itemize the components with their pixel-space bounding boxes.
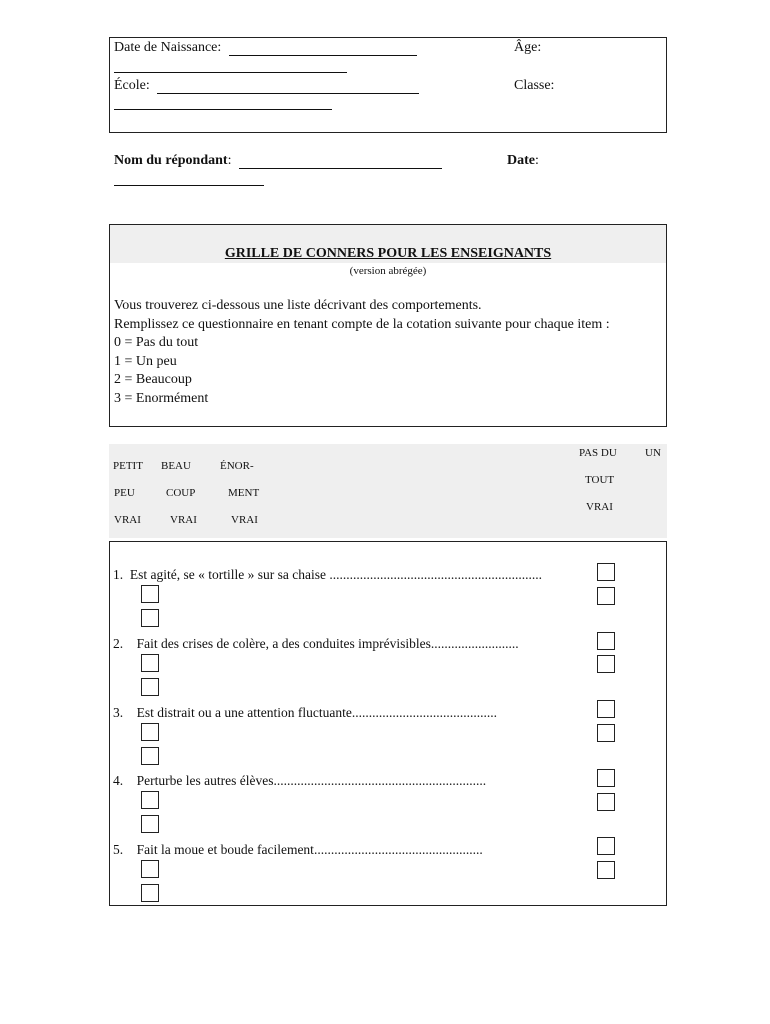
item-1-checkbox-3[interactable] [141,585,159,603]
header-petit-peu-1: PETIT [113,460,143,472]
header-beaucoup-3: VRAI [170,514,197,526]
header-enormement-3: VRAI [231,514,258,526]
item-2-checkbox-4[interactable] [141,678,159,696]
instructions-line-2: Remplissez ce questionnaire en tenant compte de la cotation suivante pour chaque item : [114,317,610,332]
item-5-checkbox-3[interactable] [141,860,159,878]
item-3-checkbox-2[interactable] [597,724,615,742]
scale-item-0: 0 = Pas du tout [114,335,199,350]
header-petit-peu-3: VRAI [114,514,141,526]
school-field[interactable] [157,81,419,94]
form-subtitle: (version abrégée) [349,265,427,277]
header-beaucoup-2: COUP [166,487,196,499]
birth-date-field[interactable] [229,43,417,56]
item-1 [113,567,542,583]
item-2-text: Fait des crises de colère, a des conduites imprévisibles.......................... [136,636,519,651]
item-3-checkbox-1[interactable] [597,700,615,718]
item-1-number: 1. [113,567,124,582]
item-2-checkbox-3[interactable] [141,654,159,672]
header-enormement-2: MENT [228,487,260,499]
item-3-text: Est distrait ou a une attention fluctuante........................................... [136,705,497,720]
item-5-checkbox-1[interactable] [597,837,615,855]
item-4-checkbox-1[interactable] [597,769,615,787]
birth-date-label: Date de Naissance: [114,40,222,55]
respondent-name-field[interactable] [239,156,442,169]
item-5 [113,842,483,858]
item-5-number: 5. [113,842,124,857]
item-4-checkbox-3[interactable] [141,791,159,809]
item-4-number: 4. [113,773,124,788]
instructions-line-1: Vous trouverez ci-dessous une liste décrivant des comportements. [114,298,482,313]
header-petit-peu-2: PEU [114,487,135,499]
item-4-checkbox-4[interactable] [141,815,159,833]
header-un: UN [645,447,661,459]
header-pas-du-tout-2: TOUT [585,474,615,486]
item-1-checkbox-4[interactable] [141,609,159,627]
class-label: Classe: [514,78,555,93]
respondent-name-label: Nom du répondant [114,153,228,168]
school-row [114,78,419,94]
item-4 [113,773,486,789]
header-enormement-1: ÉNOR- [220,460,254,472]
respondent-name-field-continued[interactable] [114,185,264,186]
item-1-text: Est agité, se « tortille » sur sa chaise ............................................................... [129,567,542,582]
item-2-number: 2. [113,636,124,651]
age-label: Âge: [514,40,542,55]
item-1-checkbox-1[interactable] [597,563,615,581]
form-title: GRILLE DE CONNERS POUR LES ENSEIGNANTS [224,246,552,261]
birth-date-field-continued[interactable] [114,72,347,73]
birth-date-row [114,40,417,56]
scale-item-3: 3 = Enormément [114,391,209,406]
item-4-text: Perturbe les autres élèves............................................................... [136,773,487,788]
item-3 [113,705,497,721]
respondent-date-label: Date [507,153,535,168]
respondent-row: Nom du répondant: [114,153,442,169]
scale-item-2: 2 = Beaucoup [114,372,192,387]
item-3-number: 3. [113,705,124,720]
header-pas-du-tout-3: VRAI [586,501,613,513]
item-5-checkbox-2[interactable] [597,861,615,879]
header-pas-du-tout-1: PAS DU [579,447,617,459]
respondent-date-row: Date: [507,153,539,168]
item-4-checkbox-2[interactable] [597,793,615,811]
item-5-text: Fait la moue et boude facilement.................................................. [136,842,483,857]
school-field-continued[interactable] [114,109,332,110]
item-3-checkbox-3[interactable] [141,723,159,741]
scale-item-1: 1 = Un peu [114,354,177,369]
header-beaucoup-1: BEAU [161,460,191,472]
item-2-checkbox-1[interactable] [597,632,615,650]
item-1-checkbox-2[interactable] [597,587,615,605]
school-label: École: [114,78,150,93]
item-3-checkbox-4[interactable] [141,747,159,765]
item-2-checkbox-2[interactable] [597,655,615,673]
item-5-checkbox-4[interactable] [141,884,159,902]
item-2 [113,636,519,652]
